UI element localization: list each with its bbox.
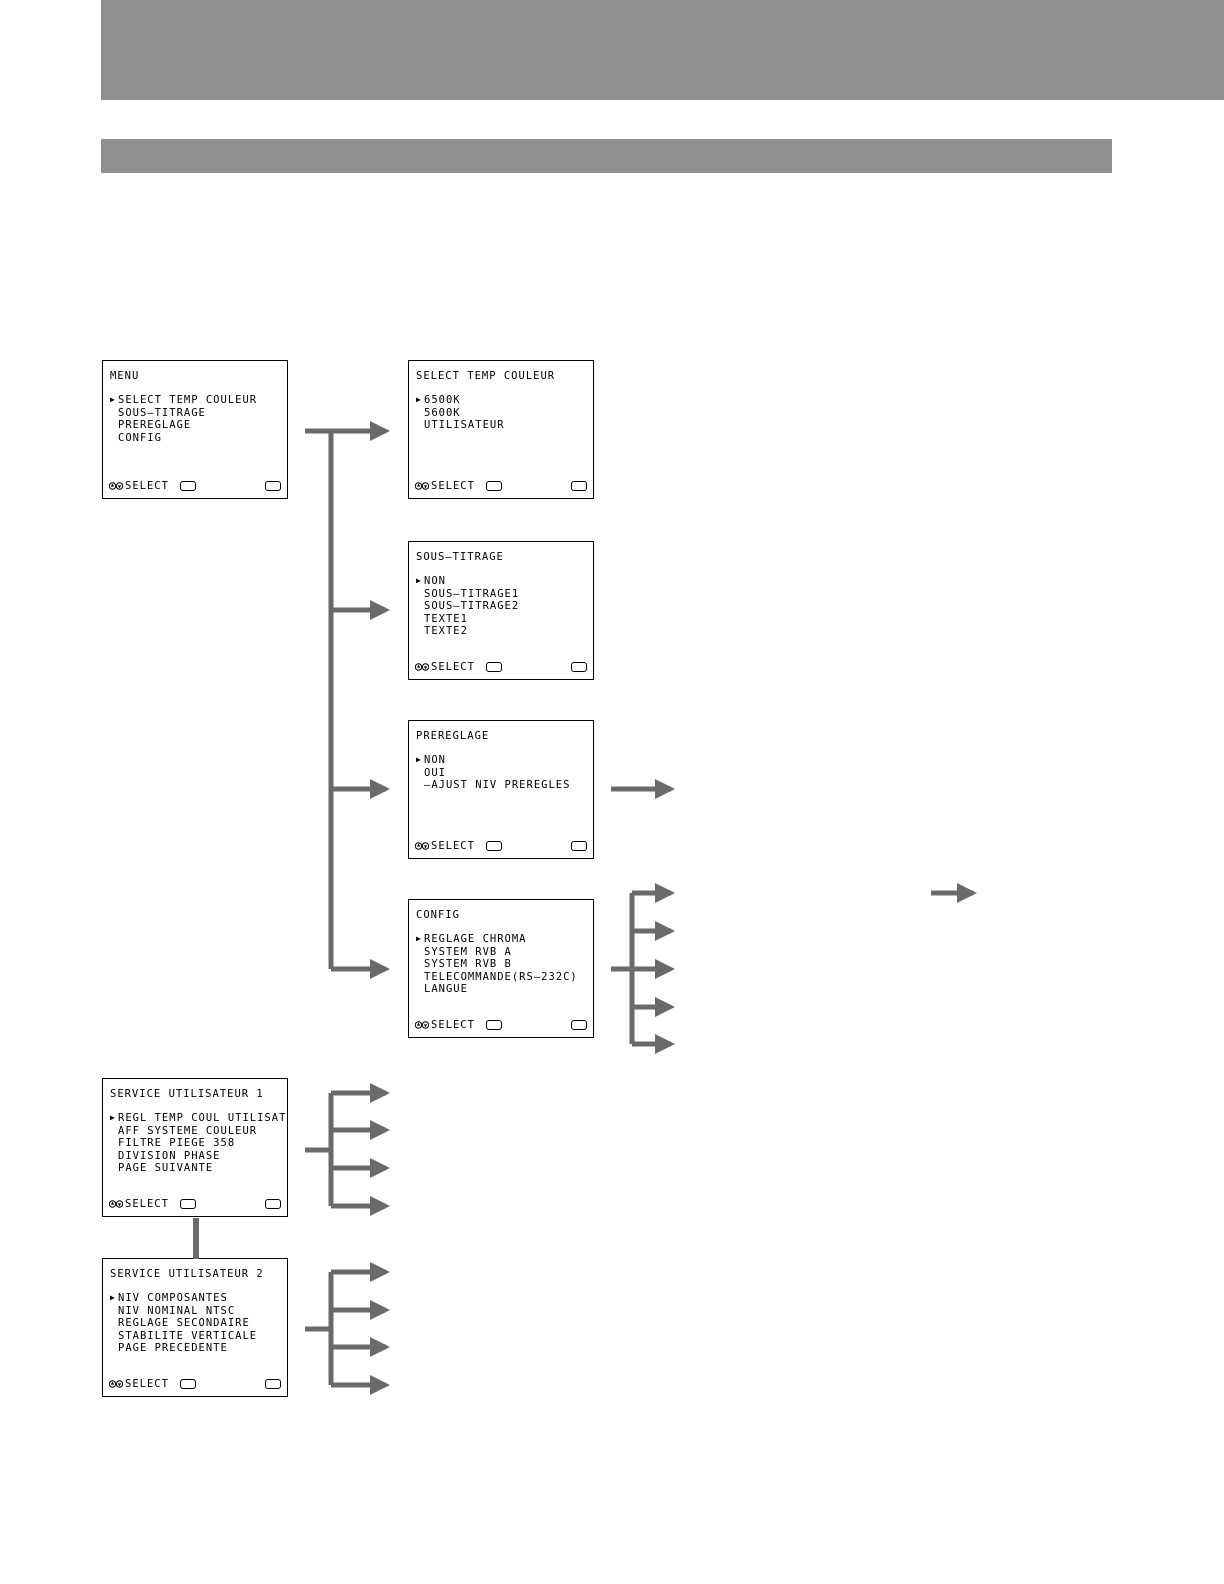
cursor-pointer-icon: ▶: [110, 1113, 116, 1122]
menu-item-label: DIVISION PHASE: [118, 1149, 221, 1162]
select-label: SELECT: [125, 480, 169, 492]
select-label: SELECT: [125, 1198, 169, 1210]
box-title: CONFIG: [416, 909, 460, 921]
menu-item-label: SYSTEM RVB A: [424, 945, 512, 958]
box-title: SELECT TEMP COULEUR: [416, 370, 556, 382]
box-title: PREREGLAGE: [416, 730, 490, 742]
menu-item-label: SOUS–TITRAGE: [118, 406, 206, 419]
menu-item-label: REGLAGE SECONDAIRE: [118, 1317, 250, 1329]
cursor-pointer-icon: ▶: [416, 576, 422, 585]
cursor-pointer-icon: ▶: [416, 755, 422, 764]
menu-item-label: PAGE SUIVANTE: [118, 1162, 214, 1174]
menu-item-label: TEXTE1: [424, 612, 468, 625]
menu-item-label: NIV COMPOSANTES: [118, 1292, 228, 1304]
menu-item-label: NON: [424, 575, 446, 587]
select-label: SELECT: [431, 1019, 475, 1031]
menu-item-label: SYSTEM RVB B: [424, 958, 512, 970]
menu-item-label: SOUS–TITRAGE2: [424, 600, 520, 612]
select-label: SELECT: [431, 480, 475, 492]
menu-item-label: NON: [424, 754, 446, 766]
menu-item-label: 5600K: [424, 406, 461, 419]
box-title: SERVICE UTILISATEUR 2: [110, 1268, 264, 1280]
cursor-pointer-icon: ▶: [416, 395, 422, 404]
menu-item-label: REGLAGE CHROMA: [424, 933, 527, 945]
select-label: SELECT: [431, 840, 475, 852]
menu-item-label: 6500K: [424, 394, 461, 406]
menu-item-label: STABILITE VERTICALE: [118, 1329, 258, 1342]
menu-item-label: NIV NOMINAL NTSC: [118, 1304, 236, 1317]
menu-item-label: CONFIG: [118, 431, 162, 444]
menu-item-label: AFF SYSTEME COULEUR: [118, 1124, 258, 1137]
menu-item-label: –AJUST NIV PREREGLES: [424, 779, 571, 791]
cursor-pointer-icon: ▶: [110, 395, 116, 404]
menu-item-label: FILTRE PIEGE 358: [118, 1137, 236, 1149]
menu-item-label: TELECOMMANDE(RS–232C): [424, 970, 578, 983]
menu-item-label: SOUS–TITRAGE1: [424, 587, 520, 600]
cursor-pointer-icon: ▶: [110, 1293, 116, 1302]
box-title: SOUS–TITRAGE: [416, 551, 504, 563]
menu-item-label: OUI: [424, 766, 446, 779]
menu-item-label: LANGUE: [424, 983, 468, 995]
select-label: SELECT: [125, 1378, 169, 1390]
menu-item-label: UTILISATEUR: [424, 419, 505, 431]
select-label: SELECT: [431, 661, 475, 673]
box-title: MENU: [110, 370, 140, 382]
menu-item-label: SELECT TEMP COULEUR: [118, 394, 258, 406]
menu-item-label: REGL TEMP COUL UTILISAT: [118, 1112, 287, 1124]
menu-item-label: PAGE PRECEDENTE: [118, 1342, 228, 1354]
menu-item-label: TEXTE2: [424, 625, 468, 637]
cursor-pointer-icon: ▶: [416, 934, 422, 943]
box-title: SERVICE UTILISATEUR 1: [110, 1088, 264, 1100]
menu-item-label: PREREGLAGE: [118, 419, 192, 431]
